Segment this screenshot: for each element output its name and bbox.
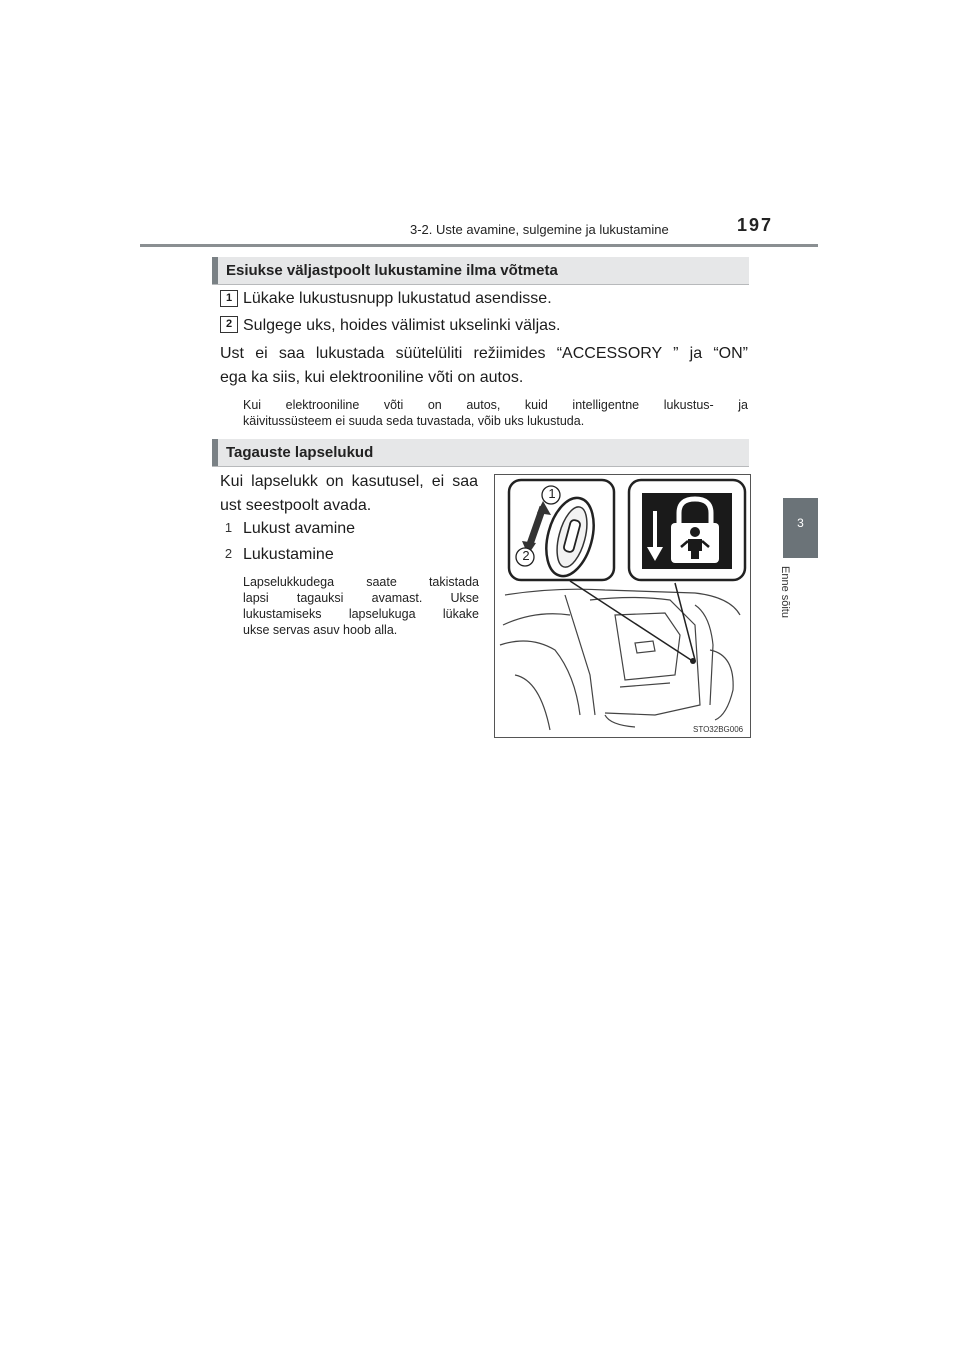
note-line-2: ega ka siis, kui elektrooniline võti on autos.	[220, 369, 524, 386]
page-number: 197	[737, 215, 774, 235]
section-heading-keyless-lock	[212, 257, 749, 285]
small-note-line-1: Kui elektrooniline võti on autos, kuid intelligentne lukustus- ja	[243, 398, 748, 412]
step-text-2: Sulgege uks, hoides välimist ukselinki väljas.	[243, 317, 561, 334]
chapter-tab-number: 3	[797, 516, 804, 530]
step-marker-1: 1	[220, 290, 238, 307]
step-marker-2: 2	[220, 316, 238, 333]
section-accent	[212, 439, 218, 466]
chapter-side-label-text: Enne sõitu	[779, 566, 791, 618]
illustration-callout-2: 2	[522, 548, 530, 563]
chapter-side-label	[779, 566, 815, 646]
child-lock-note-4: ukse servas asuv hoob alla.	[243, 623, 398, 637]
item-text-2: Lukustamine	[243, 546, 334, 563]
section-title: Esiukse väljastpoolt lukustamine ilma võtmeta	[226, 262, 558, 279]
illustration-code: STO32BG006	[693, 725, 744, 734]
illustration-callout-1: 1	[548, 486, 556, 501]
section-accent	[212, 257, 218, 284]
intro-line-2: ust seestpoolt avada.	[220, 497, 372, 514]
item-marker-2: 2	[224, 546, 233, 561]
section-heading-child-locks	[212, 439, 749, 467]
small-note-line-2: käivitussüsteem ei suuda seda tuvastada, võib uks lukustuda.	[243, 414, 585, 428]
intro-line-1: Kui lapselukk on kasutusel, ei saa	[220, 473, 478, 490]
child-lock-note-2: lapsi tagauksi avamast. Ukse	[243, 591, 479, 605]
step-text-1: Lükake lukustusnupp lukustatud asendisse.	[243, 290, 552, 307]
header-divider	[140, 244, 818, 247]
item-marker-1: 1	[224, 520, 233, 535]
child-lock-note-3: lukustamiseks lapselukuga lükake	[243, 607, 479, 621]
note-line-1: Ust ei saa lukustada süütelüliti režiimides “ACCESSORY ” ja “ON”	[220, 345, 748, 362]
child-lock-note-1: Lapselukkudega saate takistada	[243, 575, 479, 589]
item-text-1: Lukust avamine	[243, 520, 356, 537]
car-rear-door-icon	[495, 475, 750, 737]
child-lock-illustration	[494, 474, 751, 738]
section-title: Tagauste lapselukud	[226, 444, 374, 461]
chapter-header: 3-2. Uste avamine, sulgemine ja lukustamine	[410, 222, 669, 237]
